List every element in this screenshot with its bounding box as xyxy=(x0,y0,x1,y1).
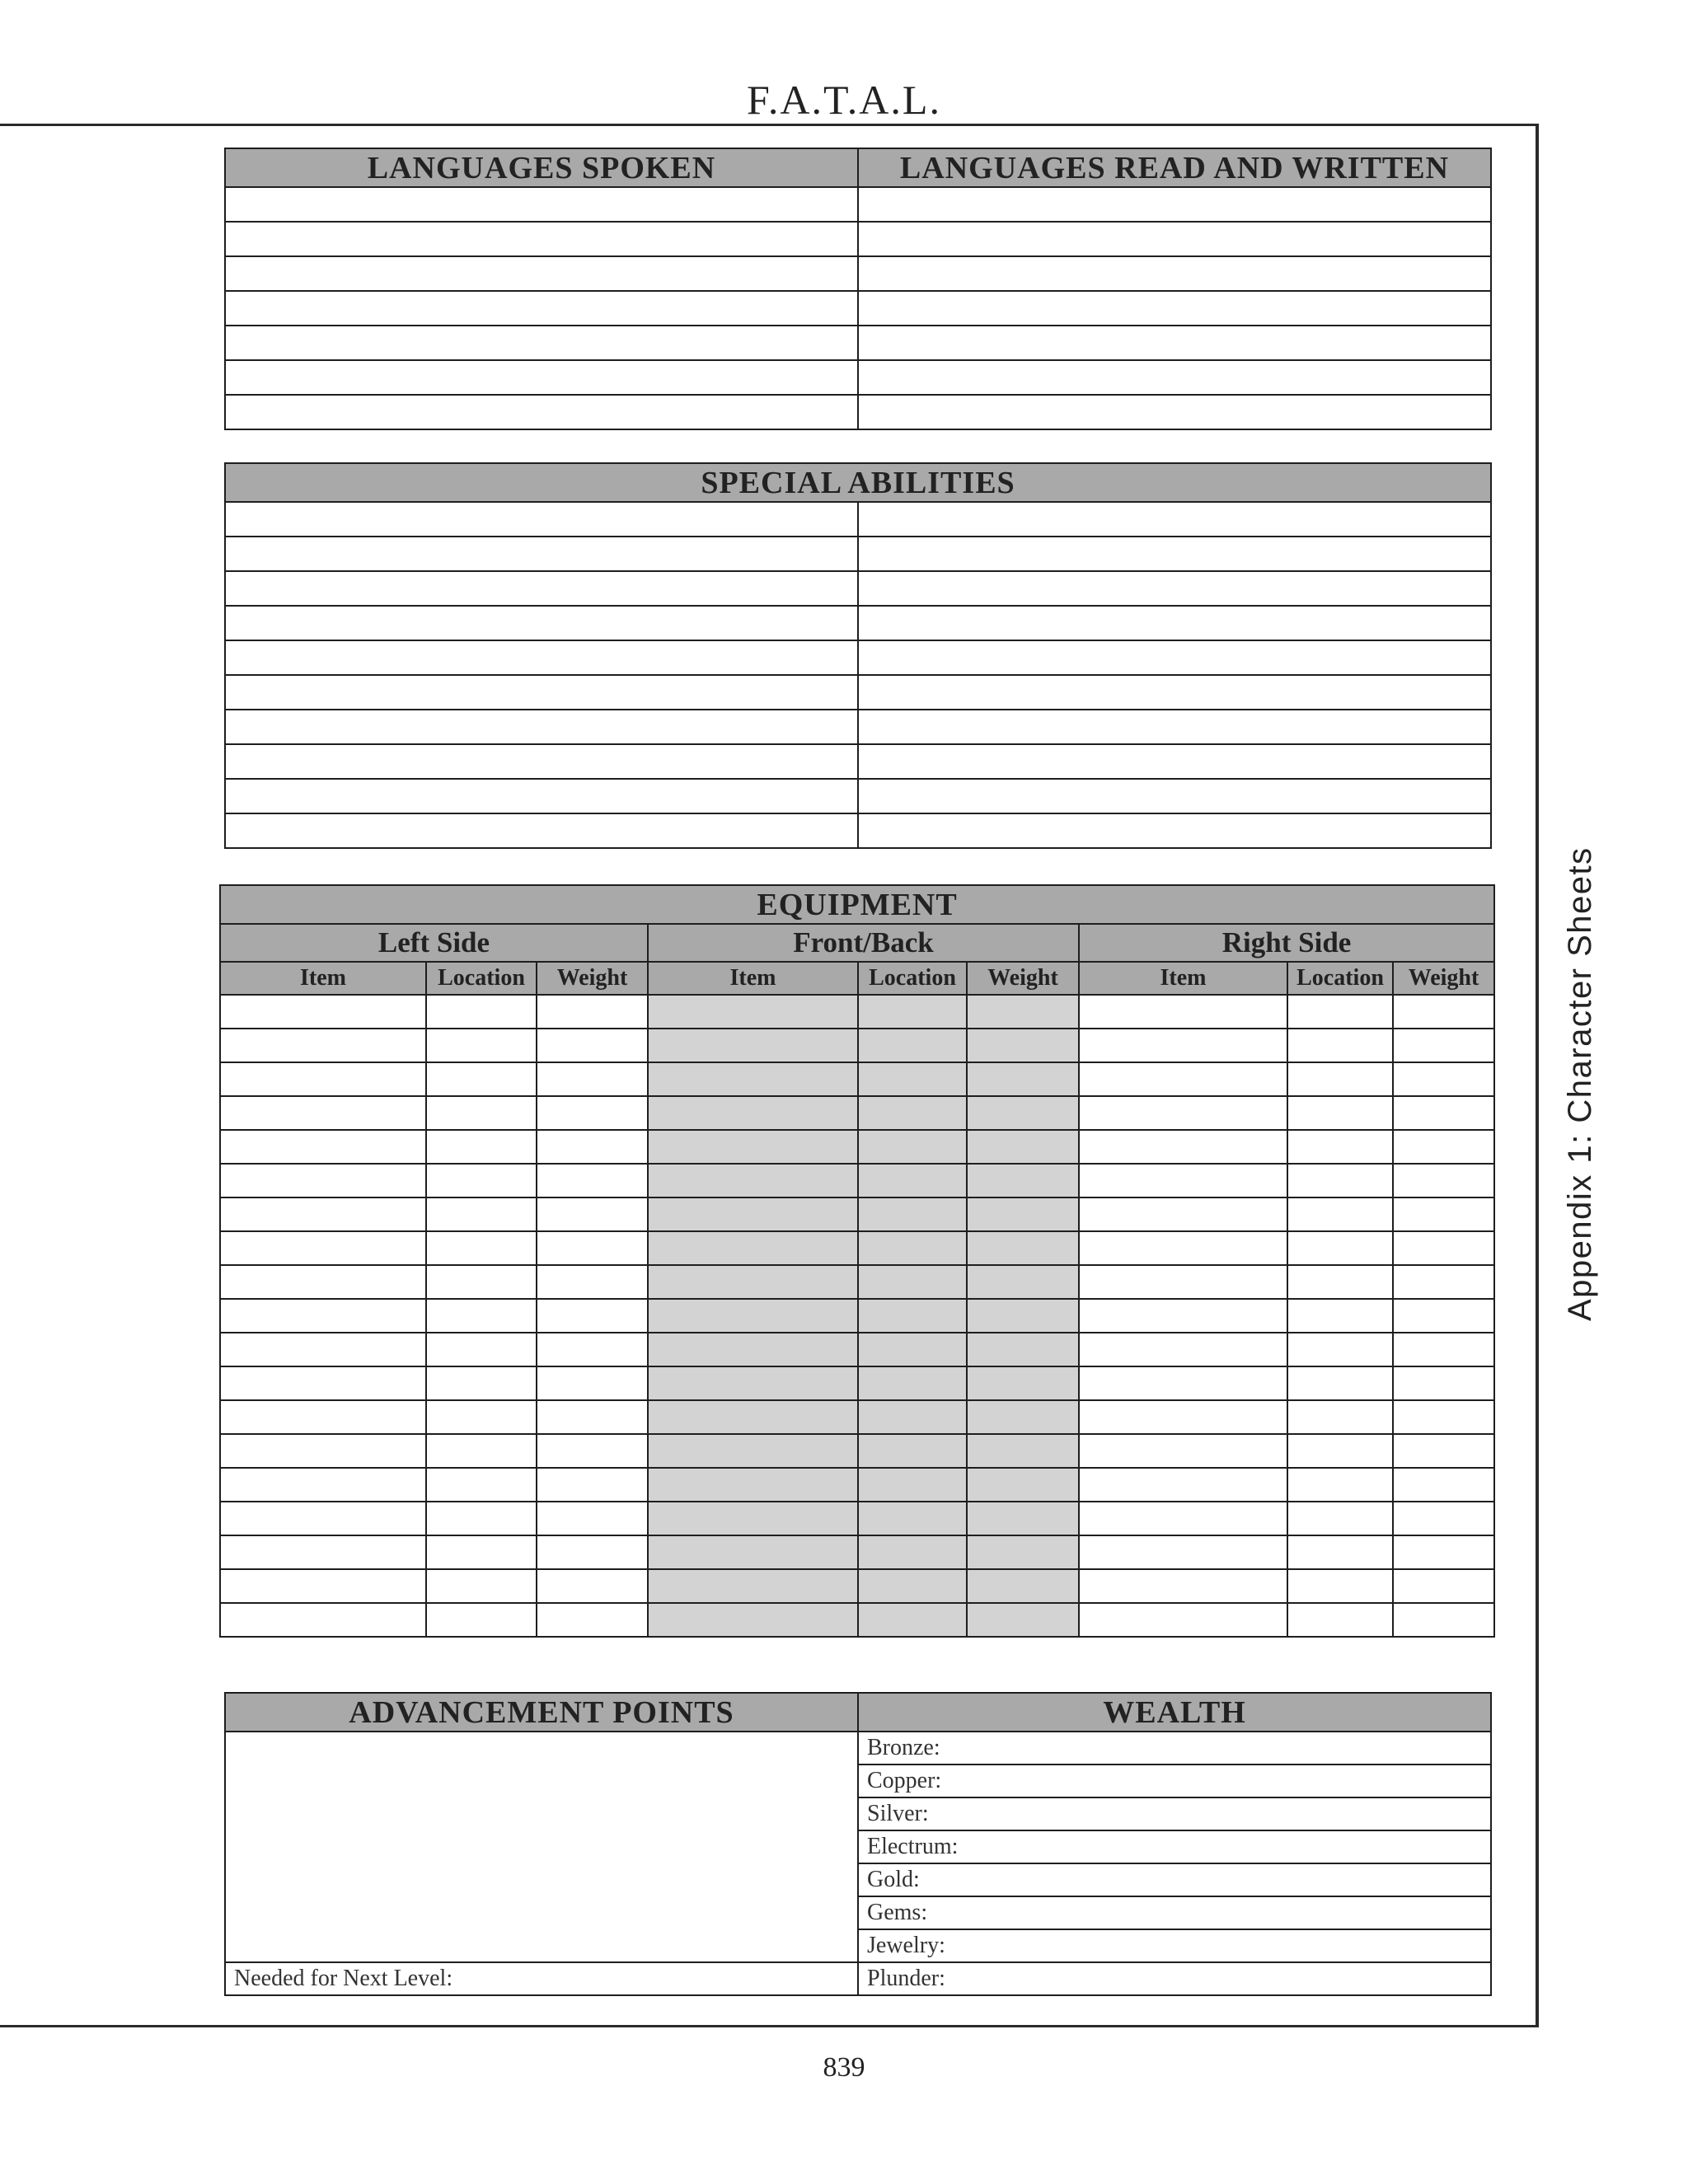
left-side-item-field[interactable] xyxy=(220,1265,426,1299)
advancement-wealth-table xyxy=(224,1692,1492,1996)
front-back-location-field[interactable] xyxy=(858,1603,967,1637)
table-row xyxy=(225,813,1491,848)
front-back-item-field[interactable] xyxy=(648,1434,858,1468)
right-side-weight-field[interactable] xyxy=(1393,1366,1494,1400)
right-side-location-field[interactable] xyxy=(1287,1029,1393,1062)
front-back-location-field[interactable] xyxy=(858,995,967,1029)
right-side-item-field[interactable] xyxy=(1079,1029,1287,1062)
left-side-weight-field[interactable] xyxy=(537,995,648,1029)
right-side-location-field[interactable] xyxy=(1287,1299,1393,1333)
right-side-location-field[interactable] xyxy=(1287,995,1393,1029)
front-back-weight-field[interactable] xyxy=(967,1569,1079,1603)
front-back-item-field[interactable] xyxy=(648,1096,858,1130)
col-weight: Weight xyxy=(1393,962,1494,995)
right-side-item-field[interactable] xyxy=(1079,1197,1287,1231)
left-side-location-field[interactable] xyxy=(426,1603,537,1637)
special-ability-field[interactable] xyxy=(858,813,1491,848)
advancement-points-header: ADVANCEMENT POINTS xyxy=(225,1693,858,1732)
front-back-location-field[interactable] xyxy=(858,1299,967,1333)
left-side-location-field[interactable] xyxy=(426,1400,537,1434)
left-side-location-field[interactable] xyxy=(426,1366,537,1400)
front-back-weight-field[interactable] xyxy=(967,1366,1079,1400)
front-back-weight-field[interactable] xyxy=(967,1062,1079,1096)
left-side-item-field[interactable] xyxy=(220,1164,426,1197)
right-side-weight-field[interactable] xyxy=(1393,1197,1494,1231)
special-ability-field[interactable] xyxy=(858,710,1491,744)
front-back-item-field[interactable] xyxy=(648,1164,858,1197)
right-side-item-field[interactable] xyxy=(1079,1333,1287,1366)
front-back-location-field[interactable] xyxy=(858,1333,967,1366)
front-back-location-field[interactable] xyxy=(858,1468,967,1502)
table-row xyxy=(225,1732,1491,1765)
languages-table xyxy=(224,148,1492,430)
special-ability-field[interactable] xyxy=(858,502,1491,537)
front-back-location-field[interactable] xyxy=(858,1164,967,1197)
language-read-written-field[interactable] xyxy=(858,187,1491,222)
right-side-item-field[interactable] xyxy=(1079,1231,1287,1265)
left-side-location-field[interactable] xyxy=(426,1130,537,1164)
special-ability-field[interactable] xyxy=(225,744,858,779)
col-item: Item xyxy=(1079,962,1287,995)
wealth-field[interactable]: Gems: xyxy=(858,1896,1491,1929)
front-back-item-field[interactable] xyxy=(648,1333,858,1366)
left-side-location-field[interactable] xyxy=(426,1096,537,1130)
left-side-location-field[interactable] xyxy=(426,995,537,1029)
language-read-written-field[interactable] xyxy=(858,326,1491,360)
right-side-weight-field[interactable] xyxy=(1393,1333,1494,1366)
front-back-location-field[interactable] xyxy=(858,1265,967,1299)
right-side-location-field[interactable] xyxy=(1287,1603,1393,1637)
special-ability-field[interactable] xyxy=(225,537,858,571)
front-back-item-field[interactable] xyxy=(648,1502,858,1535)
left-side-weight-field[interactable] xyxy=(537,1535,648,1569)
special-ability-field[interactable] xyxy=(858,537,1491,571)
left-side-weight-field[interactable] xyxy=(537,1400,648,1434)
front-back-item-field[interactable] xyxy=(648,1231,858,1265)
right-side-weight-field[interactable] xyxy=(1393,1535,1494,1569)
table-row xyxy=(220,1603,1494,1637)
table-row xyxy=(220,1029,1494,1062)
left-side-weight-field[interactable] xyxy=(537,1569,648,1603)
left-side-item-field[interactable] xyxy=(220,1197,426,1231)
right-side-weight-field[interactable] xyxy=(1393,1299,1494,1333)
left-side-item-field[interactable] xyxy=(220,995,426,1029)
right-side-item-field[interactable] xyxy=(1079,1400,1287,1434)
table-row xyxy=(220,1502,1494,1535)
right-side-weight-field[interactable] xyxy=(1393,1164,1494,1197)
right-side-location-field[interactable] xyxy=(1287,1468,1393,1502)
table-row xyxy=(220,1197,1494,1231)
right-side-weight-field[interactable] xyxy=(1393,1029,1494,1062)
special-ability-field[interactable] xyxy=(858,744,1491,779)
language-spoken-field[interactable] xyxy=(225,187,858,222)
right-side-weight-field[interactable] xyxy=(1393,1400,1494,1434)
front-back-weight-field[interactable] xyxy=(967,1096,1079,1130)
left-side-item-field[interactable] xyxy=(220,1231,426,1265)
right-side-item-field[interactable] xyxy=(1079,1468,1287,1502)
front-back-weight-field[interactable] xyxy=(967,1164,1079,1197)
special-ability-field[interactable] xyxy=(858,606,1491,640)
table-row xyxy=(225,571,1491,606)
right-side-location-field[interactable] xyxy=(1287,1535,1393,1569)
table-row xyxy=(220,995,1494,1029)
language-read-written-field[interactable] xyxy=(858,256,1491,291)
language-read-written-field[interactable] xyxy=(858,291,1491,326)
right-side-weight-field[interactable] xyxy=(1393,1096,1494,1130)
front-back-location-field[interactable] xyxy=(858,1197,967,1231)
table-row xyxy=(220,1366,1494,1400)
right-side-item-field[interactable] xyxy=(1079,1502,1287,1535)
front-back-location-field[interactable] xyxy=(858,1535,967,1569)
wealth-field[interactable]: Copper: xyxy=(858,1765,1491,1797)
table-row xyxy=(220,1130,1494,1164)
appendix-side-label: Appendix 1: Character Sheets xyxy=(1562,846,1598,1321)
front-back-item-field[interactable] xyxy=(648,1265,858,1299)
wealth-field[interactable]: Silver: xyxy=(858,1797,1491,1830)
front-back-location-field[interactable] xyxy=(858,1569,967,1603)
col-item: Item xyxy=(220,962,426,995)
special-ability-field[interactable] xyxy=(225,640,858,675)
group-right-side: Right Side xyxy=(1079,924,1494,962)
wealth-field[interactable]: Gold: xyxy=(858,1863,1491,1896)
table-row xyxy=(225,779,1491,813)
wealth-header: WEALTH xyxy=(858,1693,1491,1732)
front-back-location-field[interactable] xyxy=(858,1434,967,1468)
right-side-location-field[interactable] xyxy=(1287,1434,1393,1468)
front-back-weight-field[interactable] xyxy=(967,1502,1079,1535)
languages-spoken-header: LANGUAGES SPOKEN xyxy=(225,148,858,187)
front-back-weight-field[interactable] xyxy=(967,1265,1079,1299)
group-front-back: Front/Back xyxy=(648,924,1079,962)
left-side-item-field[interactable] xyxy=(220,1434,426,1468)
right-side-location-field[interactable] xyxy=(1287,1062,1393,1096)
front-back-item-field[interactable] xyxy=(648,1468,858,1502)
special-ability-field[interactable] xyxy=(858,571,1491,606)
right-side-item-field[interactable] xyxy=(1079,1603,1287,1637)
left-side-location-field[interactable] xyxy=(426,1062,537,1096)
front-back-item-field[interactable] xyxy=(648,1400,858,1434)
language-spoken-field[interactable] xyxy=(225,291,858,326)
left-side-item-field[interactable] xyxy=(220,1603,426,1637)
front-back-location-field[interactable] xyxy=(858,1062,967,1096)
front-back-item-field[interactable] xyxy=(648,1535,858,1569)
left-side-item-field[interactable] xyxy=(220,1029,426,1062)
left-side-location-field[interactable] xyxy=(426,1029,537,1062)
table-row xyxy=(220,1569,1494,1603)
right-side-item-field[interactable] xyxy=(1079,1434,1287,1468)
front-back-weight-field[interactable] xyxy=(967,1400,1079,1434)
front-back-item-field[interactable] xyxy=(648,1062,858,1096)
table-row xyxy=(225,187,1491,222)
right-side-location-field[interactable] xyxy=(1287,1400,1393,1434)
special-abilities-table xyxy=(224,462,1492,849)
right-side-location-field[interactable] xyxy=(1287,1231,1393,1265)
col-item: Item xyxy=(648,962,858,995)
left-side-item-field[interactable] xyxy=(220,1299,426,1333)
left-side-item-field[interactable] xyxy=(220,1333,426,1366)
table-row xyxy=(220,1096,1494,1130)
table-row xyxy=(220,1164,1494,1197)
right-side-weight-field[interactable] xyxy=(1393,1265,1494,1299)
table-row xyxy=(225,291,1491,326)
table-row xyxy=(220,1062,1494,1096)
table-row xyxy=(225,502,1491,537)
language-read-written-field[interactable] xyxy=(858,395,1491,429)
left-side-location-field[interactable] xyxy=(426,1299,537,1333)
special-ability-field[interactable] xyxy=(225,710,858,744)
front-back-weight-field[interactable] xyxy=(967,995,1079,1029)
front-back-weight-field[interactable] xyxy=(967,1029,1079,1062)
left-side-weight-field[interactable] xyxy=(537,1130,648,1164)
table-row xyxy=(225,744,1491,779)
right-side-weight-field[interactable] xyxy=(1393,1603,1494,1637)
left-side-location-field[interactable] xyxy=(426,1569,537,1603)
front-back-weight-field[interactable] xyxy=(967,1434,1079,1468)
languages-read-written-header: LANGUAGES READ AND WRITTEN xyxy=(858,148,1491,187)
right-side-item-field[interactable] xyxy=(1079,1164,1287,1197)
table-row xyxy=(225,1962,1491,1995)
right-side-location-field[interactable] xyxy=(1287,1366,1393,1400)
table-row xyxy=(220,1265,1494,1299)
special-ability-field[interactable] xyxy=(225,606,858,640)
left-side-item-field[interactable] xyxy=(220,1502,426,1535)
left-side-weight-field[interactable] xyxy=(537,1434,648,1468)
special-ability-field[interactable] xyxy=(225,813,858,848)
advancement-points-field[interactable] xyxy=(225,1732,858,1962)
left-side-item-field[interactable] xyxy=(220,1400,426,1434)
book-title: F.A.T.A.L. xyxy=(747,77,941,123)
front-back-location-field[interactable] xyxy=(858,1096,967,1130)
right-side-item-field[interactable] xyxy=(1079,995,1287,1029)
table-row xyxy=(220,1434,1494,1468)
right-side-item-field[interactable] xyxy=(1079,1096,1287,1130)
table-row xyxy=(220,1299,1494,1333)
col-weight: Weight xyxy=(967,962,1079,995)
front-back-weight-field[interactable] xyxy=(967,1130,1079,1164)
right-side-location-field[interactable] xyxy=(1287,1333,1393,1366)
left-side-location-field[interactable] xyxy=(426,1231,537,1265)
left-side-location-field[interactable] xyxy=(426,1434,537,1468)
wealth-field[interactable]: Jewelry: xyxy=(858,1929,1491,1962)
left-side-item-field[interactable] xyxy=(220,1062,426,1096)
left-side-weight-field[interactable] xyxy=(537,1062,648,1096)
front-back-location-field[interactable] xyxy=(858,1029,967,1062)
left-side-weight-field[interactable] xyxy=(537,1164,648,1197)
wealth-field[interactable]: Electrum: xyxy=(858,1830,1491,1863)
col-location: Location xyxy=(426,962,537,995)
table-row xyxy=(225,395,1491,429)
special-ability-field[interactable] xyxy=(225,779,858,813)
right-side-location-field[interactable] xyxy=(1287,1164,1393,1197)
right-side-item-field[interactable] xyxy=(1079,1299,1287,1333)
left-side-weight-field[interactable] xyxy=(537,1299,648,1333)
front-back-item-field[interactable] xyxy=(648,995,858,1029)
right-side-weight-field[interactable] xyxy=(1393,1468,1494,1502)
right-side-location-field[interactable] xyxy=(1287,1096,1393,1130)
front-back-weight-field[interactable] xyxy=(967,1299,1079,1333)
table-row xyxy=(220,1535,1494,1569)
right-side-weight-field[interactable] xyxy=(1393,1130,1494,1164)
right-side-location-field[interactable] xyxy=(1287,1569,1393,1603)
right-side-location-field[interactable] xyxy=(1287,1265,1393,1299)
right-side-item-field[interactable] xyxy=(1079,1569,1287,1603)
table-row xyxy=(225,222,1491,256)
language-spoken-field[interactable] xyxy=(225,222,858,256)
right-side-weight-field[interactable] xyxy=(1393,1502,1494,1535)
left-side-weight-field[interactable] xyxy=(537,1096,648,1130)
left-side-weight-field[interactable] xyxy=(537,1029,648,1062)
left-side-item-field[interactable] xyxy=(220,1468,426,1502)
table-row xyxy=(225,256,1491,291)
left-side-item-field[interactable] xyxy=(220,1130,426,1164)
group-left-side: Left Side xyxy=(220,924,648,962)
right-side-item-field[interactable] xyxy=(1079,1535,1287,1569)
front-back-weight-field[interactable] xyxy=(967,1333,1079,1366)
left-side-item-field[interactable] xyxy=(220,1569,426,1603)
language-spoken-field[interactable] xyxy=(225,360,858,395)
front-back-item-field[interactable] xyxy=(648,1569,858,1603)
language-read-written-field[interactable] xyxy=(858,222,1491,256)
left-side-weight-field[interactable] xyxy=(537,1366,648,1400)
page-number: 839 xyxy=(823,2052,865,2083)
left-side-item-field[interactable] xyxy=(220,1366,426,1400)
left-side-weight-field[interactable] xyxy=(537,1333,648,1366)
language-spoken-field[interactable] xyxy=(225,326,858,360)
front-back-weight-field[interactable] xyxy=(967,1197,1079,1231)
left-side-weight-field[interactable] xyxy=(537,1265,648,1299)
front-back-weight-field[interactable] xyxy=(967,1231,1079,1265)
wealth-field[interactable]: Plunder: xyxy=(858,1962,1491,1995)
left-side-location-field[interactable] xyxy=(426,1265,537,1299)
front-back-location-field[interactable] xyxy=(858,1130,967,1164)
right-side-location-field[interactable] xyxy=(1287,1130,1393,1164)
special-ability-field[interactable] xyxy=(858,779,1491,813)
left-side-item-field[interactable] xyxy=(220,1535,426,1569)
table-row xyxy=(225,675,1491,710)
special-ability-field[interactable] xyxy=(225,571,858,606)
table-row xyxy=(225,640,1491,675)
left-side-weight-field[interactable] xyxy=(537,1468,648,1502)
right-side-weight-field[interactable] xyxy=(1393,1569,1494,1603)
table-row xyxy=(220,1468,1494,1502)
front-back-item-field[interactable] xyxy=(648,1197,858,1231)
front-back-location-field[interactable] xyxy=(858,1400,967,1434)
right-side-location-field[interactable] xyxy=(1287,1502,1393,1535)
right-side-weight-field[interactable] xyxy=(1393,1434,1494,1468)
right-side-weight-field[interactable] xyxy=(1393,1062,1494,1096)
left-side-location-field[interactable] xyxy=(426,1164,537,1197)
front-back-location-field[interactable] xyxy=(858,1502,967,1535)
front-back-item-field[interactable] xyxy=(648,1029,858,1062)
left-side-location-field[interactable] xyxy=(426,1535,537,1569)
left-side-weight-field[interactable] xyxy=(537,1502,648,1535)
right-side-item-field[interactable] xyxy=(1079,1366,1287,1400)
right-side-weight-field[interactable] xyxy=(1393,1231,1494,1265)
right-side-item-field[interactable] xyxy=(1079,1265,1287,1299)
wealth-field[interactable]: Bronze: xyxy=(858,1732,1491,1765)
left-side-location-field[interactable] xyxy=(426,1502,537,1535)
needed-for-next-level-field[interactable]: Needed for Next Level: xyxy=(225,1962,858,1995)
front-back-location-field[interactable] xyxy=(858,1231,967,1265)
language-read-written-field[interactable] xyxy=(858,360,1491,395)
front-back-item-field[interactable] xyxy=(648,1603,858,1637)
left-side-weight-field[interactable] xyxy=(537,1603,648,1637)
front-back-item-field[interactable] xyxy=(648,1366,858,1400)
front-back-location-field[interactable] xyxy=(858,1366,967,1400)
front-back-weight-field[interactable] xyxy=(967,1468,1079,1502)
special-ability-field[interactable] xyxy=(225,675,858,710)
language-spoken-field[interactable] xyxy=(225,395,858,429)
col-location: Location xyxy=(1287,962,1393,995)
special-ability-field[interactable] xyxy=(858,640,1491,675)
equipment-table xyxy=(219,884,1495,1638)
table-row xyxy=(220,1400,1494,1434)
table-row xyxy=(225,360,1491,395)
left-side-weight-field[interactable] xyxy=(537,1231,648,1265)
front-back-item-field[interactable] xyxy=(648,1130,858,1164)
right-side-item-field[interactable] xyxy=(1079,1062,1287,1096)
table-row xyxy=(220,1333,1494,1366)
left-side-location-field[interactable] xyxy=(426,1468,537,1502)
right-side-item-field[interactable] xyxy=(1079,1130,1287,1164)
table-row xyxy=(225,710,1491,744)
table-row xyxy=(225,537,1491,571)
table-row xyxy=(220,1231,1494,1265)
front-back-weight-field[interactable] xyxy=(967,1603,1079,1637)
col-location: Location xyxy=(858,962,967,995)
special-abilities-header: SPECIAL ABILITIES xyxy=(225,463,1491,502)
left-side-location-field[interactable] xyxy=(426,1333,537,1366)
right-side-location-field[interactable] xyxy=(1287,1197,1393,1231)
table-row xyxy=(225,326,1491,360)
col-weight: Weight xyxy=(537,962,648,995)
front-back-weight-field[interactable] xyxy=(967,1535,1079,1569)
table-row xyxy=(225,606,1491,640)
left-side-location-field[interactable] xyxy=(426,1197,537,1231)
left-side-item-field[interactable] xyxy=(220,1096,426,1130)
special-ability-field[interactable] xyxy=(858,675,1491,710)
left-side-weight-field[interactable] xyxy=(537,1197,648,1231)
equipment-header: EQUIPMENT xyxy=(220,885,1494,924)
front-back-item-field[interactable] xyxy=(648,1299,858,1333)
language-spoken-field[interactable] xyxy=(225,256,858,291)
special-ability-field[interactable] xyxy=(225,502,858,537)
right-side-weight-field[interactable] xyxy=(1393,995,1494,1029)
